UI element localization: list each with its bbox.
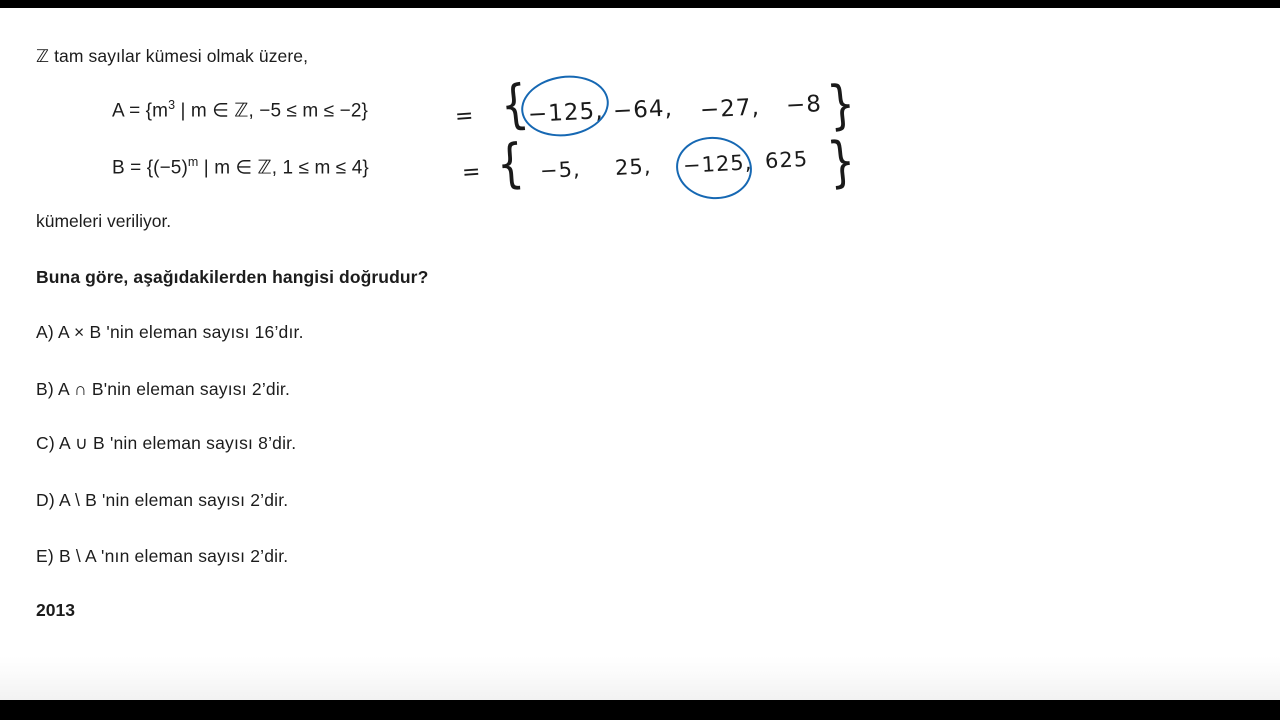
option-c-label: C) <box>36 433 55 453</box>
set-a-element-1: −125, <box>527 98 605 128</box>
option-e-text: B \ A 'nın eleman sayısı 2’dir. <box>58 546 289 566</box>
set-b-element-1: −5, <box>539 156 582 184</box>
circle-highlight-set-a <box>517 70 612 142</box>
brace-close-a: } <box>824 72 858 137</box>
option-a[interactable] <box>36 322 304 343</box>
worksheet-page <box>0 8 1280 700</box>
set-a-prefix: A = {m <box>112 100 169 122</box>
circle-highlight-set-b <box>673 133 755 203</box>
given-line: kümeleri veriliyor. <box>36 211 172 231</box>
set-a-element-4: −8 <box>785 91 823 119</box>
option-b-label: B) <box>36 379 54 399</box>
equals-sign-b: = <box>461 159 483 186</box>
option-c-text: A ∪ B 'nin eleman sayısı 8’dir. <box>58 433 297 453</box>
set-b-element-3: −125, <box>682 150 753 178</box>
brace-close-b: } <box>824 128 858 195</box>
option-d-label: D) <box>36 490 55 510</box>
option-d-text: A \ B 'nin eleman sayısı 2’dir. <box>58 490 289 510</box>
set-b-exponent: m <box>187 155 199 169</box>
option-a-label: A) <box>36 322 54 342</box>
page-bottom-shadow <box>0 656 1280 700</box>
equals-sign-a: = <box>454 103 476 130</box>
question-prompt: Buna göre, aşağıdakilerden hangisi doğrudur? <box>36 267 429 287</box>
option-c[interactable] <box>36 433 296 454</box>
set-b-definition <box>112 155 369 179</box>
option-e-label: E) <box>36 546 54 566</box>
intro-line: ℤ tam sayılar kümesi olmak üzere, <box>36 46 309 66</box>
set-a-element-2: −64, <box>612 95 674 125</box>
set-b-element-2: 25, <box>614 154 653 180</box>
set-a-definition <box>112 98 368 122</box>
set-a-element-3: −27, <box>699 94 761 124</box>
set-b-suffix: | m ∈ ℤ, 1 ≤ m ≤ 4} <box>198 157 369 179</box>
brace-open-a: { <box>497 72 531 137</box>
option-a-text: A × B 'nin eleman sayısı 16’dır. <box>58 322 304 342</box>
option-b-text: A ∩ B'nin eleman sayısı 2’dir. <box>58 379 291 399</box>
set-a-exponent: 3 <box>168 98 176 112</box>
set-a-suffix: | m ∈ ℤ, −5 ≤ m ≤ −2} <box>175 100 368 122</box>
option-b[interactable] <box>36 379 290 400</box>
option-e[interactable] <box>36 546 288 567</box>
brace-open-b: { <box>494 131 526 195</box>
set-b-prefix: B = {(−5) <box>112 157 188 179</box>
year-label: 2013 <box>36 600 75 620</box>
option-d[interactable] <box>36 490 288 511</box>
set-b-element-4: 625 <box>764 146 809 174</box>
